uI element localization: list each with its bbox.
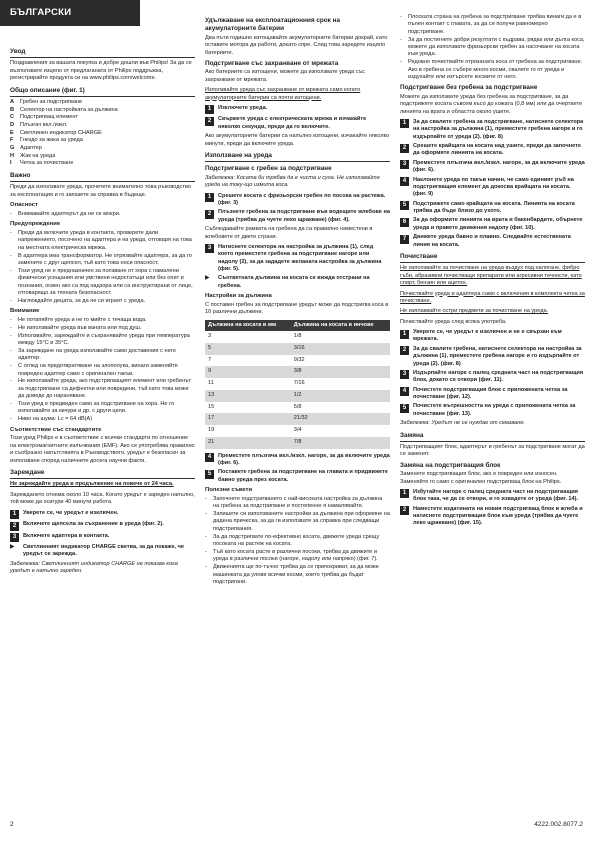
list-item: - В адаптера има трансформатор. Не отрязвайте адаптера, за да го замените с друг щепсел, тъй като това носи опасност. [10, 253, 195, 268]
step-text: Уверете се, че уредът е изключен. [23, 509, 119, 516]
step-text: Включете адаптера в контакта. [23, 532, 110, 539]
cell-mm: 19 [208, 427, 215, 434]
step-number: 5 [400, 404, 409, 413]
mains-text-1: Ако батериите са изтощени, можете да използвате уреда със захранване от мрежата. [205, 69, 365, 83]
step-item [400, 489, 585, 504]
cell-inch: 1/2 [291, 390, 390, 402]
step-number: 4 [205, 453, 214, 462]
cell-mm: 9 [205, 366, 291, 378]
step-number: 2 [205, 117, 214, 126]
part-letter: B [10, 106, 15, 113]
step-item [400, 403, 585, 418]
step-item [400, 119, 585, 141]
step-text: Включете щепсела за съхранение в уреда (фиг. 2). [23, 521, 164, 528]
charge-indicator-text: Светлинният индикатор CHARGE светва, за да покаже, че уредът се зарежда. [23, 544, 185, 558]
warning-list [10, 230, 195, 305]
replacement-heading: Замяна [400, 432, 585, 442]
parts-list [10, 99, 195, 168]
step-item [400, 177, 585, 199]
cell-mm: 13 [205, 390, 291, 402]
step-text: Срешете крайщата на косата над ушите, преди да започнете да оформяте линията на косата. [413, 143, 581, 157]
list-item: - Преди да включите уреда в контакта, проверете дали напрежението, посочено на адаптера и на уреда, отговаря на това на местната електрическа мрежа. [10, 230, 195, 252]
step-number: 7 [400, 235, 409, 244]
comb-length-note [205, 275, 390, 290]
step-text: Наместете издатината на новия подстригващ блок в жлеба и натиснете подстригващия блок към уреда (трябва да чуете леко щракване) (фиг. 15). [413, 505, 583, 527]
mains-heading: Подстригване със захранване от мрежата [205, 60, 339, 68]
cell-inch: 1/8 [293, 333, 302, 340]
overview-heading: Общо описание (фиг. 1) [10, 87, 195, 97]
step-number: 6 [400, 218, 409, 227]
list-item: - Запишете си използваните настройки за дължина при оформяне на дадена прическа, за да ги използвате за справка при следващи подстригвания. [205, 511, 390, 533]
charging-steps [10, 510, 195, 543]
charging-note: Забележка: Светлинният индикатор CHARGE не показва кога уредът е напълно зареден. [10, 560, 178, 575]
battery-life-heading: Удължаване на експлоатационния срок на акумулаторните батерии [205, 17, 341, 33]
step-text: Наклонете уреда по такъв начин, че само единият ръб на подстригващия елемент да докосва крайщата на косата. (фиг. 9) [413, 176, 574, 198]
warning-heading: Предупреждение [10, 221, 61, 228]
step-item [400, 329, 585, 344]
battery-life-text: Два пъти годишно изтощавайте акумулаторните батерии докрай, като оставите моторa да работи, докато спре. След това заредете изцяло батериите. [205, 34, 388, 56]
list-item: - Не използвайте уреда, ако подстригващият елемент или гребенът за подстригване са дефектни или повредени, тъй като това може да доведе до нараняване. [10, 378, 195, 400]
list-item: - Плоската страна на гребена за подстригване трябва винаги да е в пълен контакт с главата, за да се получи равномерно подстригване. [400, 14, 585, 36]
cell-inch: 21/32 [291, 413, 390, 425]
step-item [205, 116, 390, 131]
step-number: 2 [400, 506, 409, 515]
comb-text: Съблюдавайте рамката на гребена да са правилно наместени в жлебовете от двете страни. [205, 226, 373, 240]
table-header-mm: Дължина на косата в мм [205, 320, 291, 331]
step-text: Избутайте нагоре с палец средната част на подстригващия блок така, че да се отвори, и го извадете от уреда (фиг. 14). [413, 488, 579, 503]
cell-inch: 9/32 [293, 356, 305, 363]
step-number: 4 [400, 177, 409, 186]
length-text: С поставен гребен за подстригване уредът може да подстригва коса в 10 различни дължини. [205, 301, 389, 316]
table-row [205, 355, 390, 367]
part-label: Плъзгач вкл./изкл. [20, 122, 68, 129]
step-item [10, 521, 195, 531]
no-comb-steps [400, 119, 585, 249]
cleaning-brush-note: Почиствайте уреда и адаптера само с включения в комплекта четка за почистване. [400, 290, 585, 304]
cell-mm: 11 [208, 380, 214, 387]
danger-list [10, 211, 195, 218]
step-number: 1 [10, 510, 19, 519]
list-item: - С оглед на предотвратяване на злополука, винаги заменяйте повреден адаптер само с оригинален такъв. [10, 363, 195, 378]
cleaning-steps [400, 329, 585, 418]
step-item [400, 143, 585, 158]
cell-mm: 17 [205, 413, 291, 425]
step-number: 5 [400, 201, 409, 210]
list-item: - Движенията ще по-тъчно трябва да се припокриват, за да може машинката да улови всички косми, които трябва да бъдат подстригани. [205, 564, 390, 586]
cleaning-heading: Почистване [400, 253, 585, 263]
part-letter: D [10, 122, 15, 129]
part-letter: E [10, 129, 14, 136]
length-heading: Настройки за дължина [205, 293, 272, 300]
list-item: - Използвайте, зареждайте и съхранявайте уреда при температура между 15°C и 35°C. [10, 333, 195, 348]
table-header-inch: Дължина на косата в инчове [291, 320, 390, 331]
list-item: - Ниво на шума: Lc = 64 dB(A) [10, 416, 195, 423]
tips-heading: Полезни съвети [205, 487, 253, 494]
step-text: Натиснете селектора на настройка за дължина (1), след което преместете гребена за подстригване нагоре или надолу (2), за да зададете желаната настройка за дължина (фиг. 5). [218, 243, 382, 273]
part-letter: A [10, 99, 15, 106]
mains-steps [205, 105, 390, 131]
charging-heading: Зареждане [10, 469, 195, 479]
step-item [400, 370, 585, 385]
list-item: - За зареждане на уреда използвайте само доставения с него адаптер. [10, 348, 195, 363]
list-item: - За да подстригвате по-ефективно косата, движете уреда срещу посоката на растеж на косата. [205, 534, 390, 549]
result-arrow-icon: ▶ [10, 544, 15, 551]
part-label: Светлинен индикатор CHARGE [20, 129, 102, 136]
comb-note: Забележка: Косата би трябва да е чиста и суха. Не използвайте уреда на току-що измита коса. [205, 174, 380, 189]
step-text: За да свалите гребена, натиснете селектора на настройка за дължина (1), преместете гребена нагоре и го издърпайте от уреда (2). (фиг. 8) [413, 345, 582, 367]
comb-length-text: Съответната дължина на косата се вижда отстрани на гребена. [218, 275, 370, 289]
step-number: 2 [205, 210, 214, 219]
page-number: 2 [10, 821, 14, 829]
column-3 [400, 14, 585, 530]
list-item: - Не използвайте уреда във ваната или под душ. [10, 325, 195, 332]
step-number: 2 [400, 346, 409, 355]
table-row [205, 413, 390, 425]
cell-mm: 21 [205, 437, 291, 449]
cell-mm: 7 [208, 356, 212, 363]
step-item [10, 510, 195, 520]
intro-text: Поздравления за вашата покупка и добре дошли във Philips! За да се възползвате изцяло от предлаганата от Philips поддръжка, регистрирайте продукта си на www.philips.com/welcome. [10, 60, 192, 82]
step-item [10, 533, 195, 543]
step-number: 1 [400, 119, 409, 128]
list-item: - За да постигнете добри резултати с къдрава, рядка или дълга коса, можете да използвате фризьорски гребен за насочване на косата към уреда. [400, 37, 585, 59]
cleaning-text: Почиствайте уреда след всяка употреба. [400, 318, 507, 325]
cell-mm: 5 [205, 343, 291, 355]
step-text: Свържете уреда с електрическата мрежа и изчакайте няколко секунди, преди да го включите. [218, 116, 367, 130]
list-item: - Този уред е предвиден само за подстригване на хора. Не го използвайте за кичури и др. с други цели. [10, 401, 195, 416]
part-label: Адаптер [20, 145, 42, 152]
step-number: 3 [10, 533, 19, 542]
step-item [205, 193, 390, 208]
standards-text: Този уред Philips е в съответствие с всички стандарти по отношение на електромагнитните излъчвания (EMF). Ако се употребява правилно и съобразно напътствията в Ръководството, уредът е безопасен за използване според наличните досега научни факти. [10, 435, 195, 464]
step-number: 1 [205, 105, 214, 114]
step-number: 4 [400, 387, 409, 396]
list-item: - Наглеждайте децата, за да не си играят с уреда. [10, 298, 195, 305]
step-text: Подстрижете само крайщата на косата. Линията на косата трябва да бъде близо до ухото. [413, 200, 575, 215]
no-comb-text: Можете да използвате уреда без гребена за подстригване, за да подстрижете косата съвсем късо до кожата (0,8 мм) или да очертаете линията на врата и областта около ушите. [400, 93, 583, 115]
cell-inch: 3/8 [291, 366, 390, 378]
comb-steps [205, 193, 390, 225]
cell-mm: 15 [208, 403, 215, 410]
table-row [205, 390, 390, 402]
no-comb-heading: Подстригване без гребена за подстригване [400, 84, 538, 92]
step-item [400, 234, 585, 249]
part-letter: F [10, 137, 14, 144]
language-banner [0, 0, 140, 26]
part-label: Гнездо за жака за уреда [20, 137, 83, 144]
cleaning-warning: Не използвайте за почистване на уреда въздух под налягане, фибро гъби, абразивни почистващи препарати или агресивни течности, като спирт, бензин или ацетон. [400, 265, 582, 287]
step-text: Поставете гребена за подстригване на главата и придвижете бавно уреда през косата. [218, 469, 388, 483]
step-text: Преместете плъзгача вкл./изкл. нагоре, за да включите уреда (фиг. 6). [413, 159, 585, 174]
step-number: 1 [400, 489, 409, 498]
after-steps [205, 453, 390, 485]
step-text: Плъзнете гребена за подстригване във водещите жлебове на уреда (трябва да чуете леко щракване) (фиг. 4). [218, 209, 390, 223]
step-number: 3 [400, 160, 409, 169]
cell-inch: 3/4 [293, 427, 302, 434]
step-item [205, 453, 390, 468]
cell-inch: 5/8 [293, 403, 302, 410]
list-item: - Започнете подстригването с най-високата настройка за дължина на гребена за подстригване и постепенно я намалявайте. [205, 496, 390, 511]
comb-step-3 [205, 244, 390, 274]
step-text: Движете уреда бавно и плавно. Следвайте естествената линия на косата. [413, 234, 571, 248]
step-item [205, 209, 390, 224]
length-table [205, 320, 390, 449]
standards-heading: Съответствие със стандартите [10, 426, 102, 433]
table-row [205, 402, 390, 414]
step-number: 3 [400, 370, 409, 379]
part-label: Подстригващ елемент [20, 114, 78, 121]
table-row [205, 331, 390, 343]
charging-warning: Не зареждайте уреда в продължение на повече от 24 часа. [10, 481, 174, 488]
result-arrow-icon: ▶ [205, 275, 210, 282]
column-2 [205, 14, 390, 588]
step-item [400, 387, 585, 402]
use-heading: Използване на уреда [205, 152, 390, 162]
step-text: Изключете уреда. [218, 104, 268, 111]
step-item [400, 201, 585, 216]
list-item: - Тъй като косата расте в различни посоки, трябва да движите и уреда в различни посоки (нагоре, надолу или напряко) (фиг. 7). [205, 549, 390, 564]
step-item [400, 346, 585, 368]
step-item [400, 506, 585, 528]
step-number: 5 [205, 470, 214, 479]
cutting-unit-steps [400, 489, 585, 528]
charge-indicator-note [10, 544, 195, 559]
step-text: Уверете се, че уредът е изключен и не е свързан към мрежата. [413, 329, 562, 343]
cleaning-objects-note: Не изплаквайте остри предмети за почистване на уреда. [400, 308, 549, 315]
comb-heading: Подстригване с гребен за подстригване [205, 165, 332, 173]
step-text: За да свалите гребена за подстригване, натиснете селектора на настройка за дължина (1), преместете гребена нагоре и го издърпайте от уреда (2). (фиг. 8) [413, 118, 584, 140]
language-title: БЪЛГАРСКИ [10, 7, 72, 18]
tips-continued-list [400, 14, 585, 81]
cutting-unit-heading: Замяна на подстригващия блок [400, 461, 501, 469]
step-text: Издърпайте нагоре с палец средната част на подстригващия блок, докато се отвори (фиг. 11). [413, 369, 584, 384]
list-item: - Този уред не е предназначен за ползване от хора с намалени физически усещания или умствени недостатъци или без опит и познания, освен ако са под надзора или са инструктирани от лице, отговарящо за тяхната безопасност. [10, 268, 195, 298]
replacement-text: Подстригващият блок, адаптерът и гребенът за подстригване могат да се заменят. [400, 443, 585, 458]
intro-heading: Увод [10, 48, 195, 58]
charging-text: Зареждането отнема около 10 часа. Когато уредът е зареден напълно, той може да осигури 40 минути работа. [10, 491, 195, 506]
caution-heading: Внимание [10, 308, 40, 315]
step-text: За да оформите линията на врата и бакенбардите, обърнете уреда и правете движения надолу (фиг. 10). [413, 217, 583, 231]
mains-text-3: Ако акумулаторните батерии са напълно изтощени, изчакайте няколко минути, преди да включите уреда. [205, 133, 390, 147]
cell-inch: 7/16 [293, 380, 305, 387]
part-label: Жак на уреда [20, 152, 56, 159]
cutting-unit-text: Заменете подстригващия блок, ако е повреден или износен. Заменяйте го само с оригинален подстригващ блок на Philips. [400, 471, 562, 485]
part-label: Четка за почистване [20, 160, 74, 167]
step-number: 1 [205, 193, 214, 202]
step-number: 1 [400, 330, 409, 339]
step-text: Срешете косата с фризьорски гребен по посока на растежа. (фиг. 3) [218, 192, 386, 207]
important-text: Преди да използвате уреда, прочетете внимателно това ръководство за експлоатация и го запазете за справка в бъдеще. [10, 184, 191, 198]
cell-inch: 7/8 [291, 437, 390, 449]
cell-mm: 3 [208, 333, 212, 340]
danger-heading: Опасност [10, 201, 38, 208]
list-item: - Внимавайте адаптерът да не се мокри. [10, 211, 195, 218]
caution-list [10, 317, 195, 424]
table-row [205, 437, 390, 449]
part-label: Селектор на настройката за дължина [20, 106, 118, 113]
step-text: Почистете вътрешността на уреда с приложената четка за почистване (фиг. 13). [413, 403, 576, 417]
table-row [205, 378, 390, 390]
mains-text-2: Използвайте уреда със захранване от мрежата само когато акумулаторните батерии са почти изтощени. [205, 87, 361, 101]
table-row [205, 425, 390, 437]
cleaning-note: Забележка: Уредът не се нуждае от смазване. [400, 420, 526, 427]
step-item [400, 217, 585, 232]
part-letter: H [10, 152, 15, 159]
step-text: Почистете подстригващия блок с приложената четка за почистване (фиг. 12). [413, 386, 568, 401]
part-letter: G [10, 145, 15, 152]
table-row [205, 343, 390, 355]
part-label: Гребен за подстригване [20, 99, 83, 106]
step-number: 2 [10, 522, 19, 531]
part-letter: C [10, 114, 15, 121]
step-item [400, 160, 585, 175]
list-item: - Редовно почиствайте отрязаната коса от гребена за подстригване. Ако в гребена се събере много косми, свалете го от уреда и издухайте или изтърсете космите от него. [400, 59, 585, 81]
part-letter: I [10, 160, 12, 167]
tips-list [205, 496, 390, 587]
step-item [205, 105, 390, 115]
list-item: - Не потапяйте уреда и не го мийте с течаща вода. [10, 317, 195, 324]
step-number: 3 [205, 244, 214, 253]
column-1 [10, 44, 195, 579]
step-text: Преместете плъзгача вкл./изкл. нагоре, за да включите уреда (фиг. 6). [218, 452, 390, 466]
important-heading: Важно [10, 172, 195, 182]
step-item [205, 469, 390, 484]
cell-inch: 3/16 [291, 343, 390, 355]
table-row [205, 366, 390, 378]
step-number: 2 [400, 144, 409, 153]
document-code: 4222.002.8077.2 [534, 821, 583, 829]
